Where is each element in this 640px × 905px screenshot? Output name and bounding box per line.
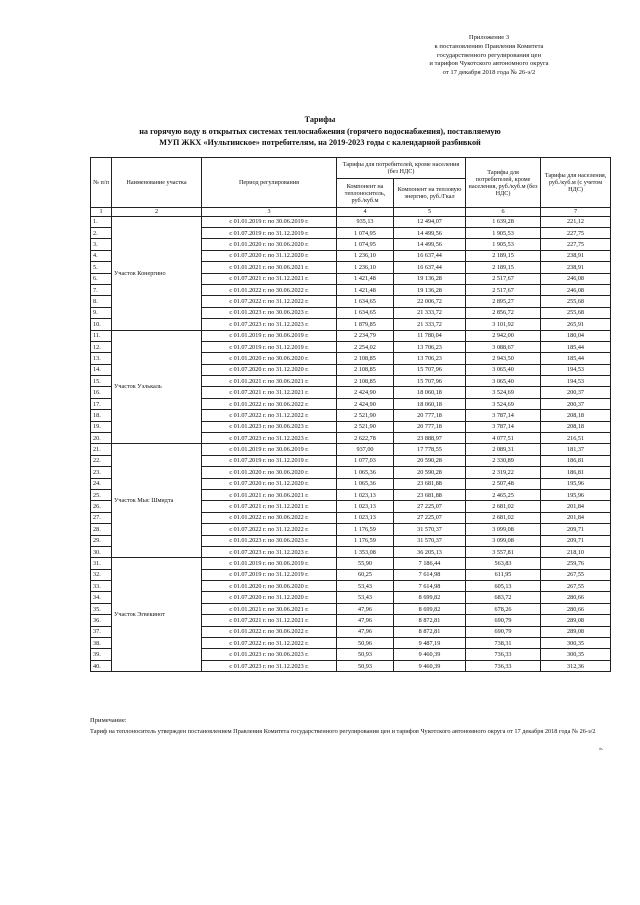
energy-component-cell: 21 333,72 bbox=[394, 307, 466, 318]
period-cell: с 01.01.2023 г. по 30.06.2023 г. bbox=[202, 649, 337, 660]
tariff-population-cell: 201,84 bbox=[541, 501, 611, 512]
period-cell: с 01.07.2019 г. по 31.12.2019 г. bbox=[202, 341, 337, 352]
period-cell: с 01.01.2023 г. по 30.06.2023 г. bbox=[202, 307, 337, 318]
tariff-nonpopulation-cell: 3 787,14 bbox=[466, 421, 541, 432]
tariff-population-cell: 185,44 bbox=[541, 353, 611, 364]
carrier-component-cell: 1 353,08 bbox=[337, 546, 394, 557]
column-number: 6 bbox=[466, 208, 541, 217]
tariff-nonpopulation-cell: 3 787,14 bbox=[466, 410, 541, 421]
tariff-nonpopulation-cell: 736,33 bbox=[466, 649, 541, 660]
appendix-line: государственного регулирования цен bbox=[437, 51, 541, 59]
row-number: 5. bbox=[91, 262, 112, 273]
row-number: 13. bbox=[91, 353, 112, 364]
tariff-population-cell: 255,68 bbox=[541, 307, 611, 318]
tariff-nonpopulation-cell: 690,79 bbox=[466, 626, 541, 637]
energy-component-cell: 16 637,44 bbox=[394, 250, 466, 261]
tariff-nonpopulation-cell: 3 065,40 bbox=[466, 364, 541, 375]
row-number: 16. bbox=[91, 387, 112, 398]
row-number: 2. bbox=[91, 227, 112, 238]
column-number-row bbox=[91, 208, 611, 217]
row-number: 28. bbox=[91, 524, 112, 535]
tariff-population-cell: 265,91 bbox=[541, 319, 611, 330]
carrier-component-cell: 2 424,90 bbox=[337, 398, 394, 409]
tariff-nonpopulation-cell: 3 065,40 bbox=[466, 376, 541, 387]
tariff-nonpopulation-cell: 2 517,67 bbox=[466, 284, 541, 295]
energy-component-cell: 17 778,55 bbox=[394, 444, 466, 455]
carrier-component-cell: 2 521,90 bbox=[337, 421, 394, 432]
column-number: 3 bbox=[202, 208, 337, 217]
energy-component-cell: 14 499,56 bbox=[394, 227, 466, 238]
carrier-component-cell: 935,13 bbox=[337, 216, 394, 227]
carrier-component-cell: 2 521,90 bbox=[337, 410, 394, 421]
energy-component-cell: 14 499,56 bbox=[394, 239, 466, 250]
period-cell: с 01.01.2021 г. по 30.06.2021 г. bbox=[202, 376, 337, 387]
row-number: 21. bbox=[91, 444, 112, 455]
carrier-component-cell: 50,96 bbox=[337, 638, 394, 649]
energy-component-cell: 20 777,18 bbox=[394, 410, 466, 421]
tariff-nonpopulation-cell: 2 089,31 bbox=[466, 444, 541, 455]
period-cell: с 01.07.2023 г. по 31.12.2023 г. bbox=[202, 546, 337, 557]
column-number: 5 bbox=[394, 208, 466, 217]
tariff-nonpopulation-cell: 3 088,67 bbox=[466, 341, 541, 352]
row-number: 37. bbox=[91, 626, 112, 637]
tariff-population-cell: 195,96 bbox=[541, 478, 611, 489]
tariff-nonpopulation-cell: 2 189,15 bbox=[466, 262, 541, 273]
header-num: № п/п bbox=[91, 158, 112, 208]
period-cell: с 01.07.2020 г. по 31.12.2020 г. bbox=[202, 250, 337, 261]
area-name: Участок Уэлькаль bbox=[112, 330, 202, 444]
tariff-nonpopulation-cell: 3 557,81 bbox=[466, 546, 541, 557]
tariff-nonpopulation-cell: 2 189,15 bbox=[466, 250, 541, 261]
row-number: 9. bbox=[91, 307, 112, 318]
carrier-component-cell: 1 065,36 bbox=[337, 478, 394, 489]
row-number: 7. bbox=[91, 284, 112, 295]
carrier-component-cell: 1 074,95 bbox=[337, 239, 394, 250]
carrier-component-cell: 2 424,90 bbox=[337, 387, 394, 398]
tariff-population-cell: 218,10 bbox=[541, 546, 611, 557]
tariff-population-cell: 312,36 bbox=[541, 660, 611, 671]
carrier-component-cell: 2 234,79 bbox=[337, 330, 394, 341]
energy-component-cell: 23 888,97 bbox=[394, 433, 466, 444]
tariff-nonpopulation-cell: 4 077,51 bbox=[466, 433, 541, 444]
tariff-population-cell: 227,75 bbox=[541, 239, 611, 250]
tariff-population-cell: 280,66 bbox=[541, 603, 611, 614]
energy-component-cell: 8 872,81 bbox=[394, 615, 466, 626]
carrier-component-cell: 2 108,85 bbox=[337, 353, 394, 364]
tariff-nonpopulation-cell: 2 330,89 bbox=[466, 455, 541, 466]
appendix-line: к постановлению Правления Комитета bbox=[434, 42, 544, 50]
tariff-nonpopulation-cell: 2 895,27 bbox=[466, 296, 541, 307]
tariff-population-cell: 216,51 bbox=[541, 433, 611, 444]
row-number: 4. bbox=[91, 250, 112, 261]
energy-component-cell: 18 060,18 bbox=[394, 398, 466, 409]
tariff-nonpopulation-cell: 3 099,08 bbox=[466, 524, 541, 535]
energy-component-cell: 7 186,44 bbox=[394, 558, 466, 569]
carrier-component-cell: 55,90 bbox=[337, 558, 394, 569]
row-number: 29. bbox=[91, 535, 112, 546]
tariff-nonpopulation-cell: 690,79 bbox=[466, 615, 541, 626]
energy-component-cell: 11 780,04 bbox=[394, 330, 466, 341]
row-number: 1. bbox=[91, 216, 112, 227]
period-cell: с 01.07.2023 г. по 31.12.2023 г. bbox=[202, 319, 337, 330]
tariff-population-cell: 209,71 bbox=[541, 524, 611, 535]
period-cell: с 01.07.2022 г. по 31.12.2022 г. bbox=[202, 524, 337, 535]
table-row bbox=[91, 330, 611, 341]
energy-component-cell: 13 706,23 bbox=[394, 341, 466, 352]
tariff-population-cell: 208,18 bbox=[541, 421, 611, 432]
tariff-population-cell: 180,04 bbox=[541, 330, 611, 341]
energy-component-cell: 7 614,98 bbox=[394, 581, 466, 592]
tariff-nonpopulation-cell: 3 524,69 bbox=[466, 387, 541, 398]
period-cell: с 01.01.2019 г. по 30.06.2019 г. bbox=[202, 216, 337, 227]
row-number: 24. bbox=[91, 478, 112, 489]
tariff-population-cell: 238,91 bbox=[541, 250, 611, 261]
row-number: 23. bbox=[91, 467, 112, 478]
appendix-line: и тарифов Чукотского автономного округа bbox=[429, 60, 549, 68]
tariff-nonpopulation-cell: 1 905,53 bbox=[466, 227, 541, 238]
row-number: 34. bbox=[91, 592, 112, 603]
tariff-population-cell: 267,55 bbox=[541, 569, 611, 580]
row-number: 6. bbox=[91, 273, 112, 284]
tariffs-table bbox=[90, 157, 611, 672]
period-cell: с 01.07.2022 г. по 31.12.2022 г. bbox=[202, 410, 337, 421]
carrier-component-cell: 1 236,10 bbox=[337, 250, 394, 261]
energy-component-cell: 19 136,28 bbox=[394, 284, 466, 295]
note-heading: Примечание: bbox=[90, 717, 127, 724]
document-title bbox=[0, 114, 640, 149]
tariff-population-cell: 209,71 bbox=[541, 535, 611, 546]
carrier-component-cell: 50,93 bbox=[337, 660, 394, 671]
energy-component-cell: 18 060,18 bbox=[394, 387, 466, 398]
tariff-population-cell: 185,44 bbox=[541, 341, 611, 352]
tariff-population-cell: 200,37 bbox=[541, 398, 611, 409]
tariff-nonpopulation-cell: 2 681,02 bbox=[466, 512, 541, 523]
title-line: МУП ЖКХ «Иультинское» потребителям, на 2019-2023 годы с календарной разбивкой bbox=[159, 138, 481, 148]
energy-component-cell: 16 637,44 bbox=[394, 262, 466, 273]
tariff-population-cell: 194,53 bbox=[541, 376, 611, 387]
note-text: Тариф на теплоноситель утвержден постановлением Правления Комитета государственного регулирования цен и тарифов Чукотского автономного округа от 17 декабря 2018 года № 26-э/2 bbox=[90, 728, 596, 735]
header-group-nonpopulation: Тарифы для потребителей, кроме населения (без НДС) bbox=[337, 158, 466, 179]
table-row bbox=[91, 558, 611, 569]
tariff-nonpopulation-cell: 2 856,72 bbox=[466, 307, 541, 318]
period-cell: с 01.01.2021 г. по 30.06.2021 г. bbox=[202, 262, 337, 273]
energy-component-cell: 23 681,88 bbox=[394, 478, 466, 489]
period-cell: с 01.01.2019 г. по 30.06.2019 г. bbox=[202, 444, 337, 455]
row-number: 36. bbox=[91, 615, 112, 626]
period-cell: с 01.07.2019 г. по 31.12.2019 г. bbox=[202, 569, 337, 580]
period-cell: с 01.07.2019 г. по 31.12.2019 г. bbox=[202, 455, 337, 466]
header-period: Период регулирования bbox=[202, 158, 337, 208]
column-number: 2 bbox=[112, 208, 202, 217]
tariff-nonpopulation-cell: 563,83 bbox=[466, 558, 541, 569]
carrier-component-cell: 1 065,36 bbox=[337, 467, 394, 478]
energy-component-cell: 31 570,37 bbox=[394, 535, 466, 546]
table-row bbox=[91, 216, 611, 227]
tariff-population-cell: 186,81 bbox=[541, 467, 611, 478]
tariff-population-cell: 221,12 bbox=[541, 216, 611, 227]
energy-component-cell: 12 494,07 bbox=[394, 216, 466, 227]
row-number: 17. bbox=[91, 398, 112, 409]
row-number: 8. bbox=[91, 296, 112, 307]
carrier-component-cell: 1 421,48 bbox=[337, 273, 394, 284]
period-cell: с 01.07.2019 г. по 31.12.2019 г. bbox=[202, 227, 337, 238]
carrier-component-cell: 53,43 bbox=[337, 581, 394, 592]
row-number: 19. bbox=[91, 421, 112, 432]
energy-component-cell: 20 590,28 bbox=[394, 455, 466, 466]
tariff-nonpopulation-cell: 678,26 bbox=[466, 603, 541, 614]
period-cell: с 01.01.2023 г. по 30.06.2023 г. bbox=[202, 421, 337, 432]
tariff-nonpopulation-cell: 2 517,67 bbox=[466, 273, 541, 284]
row-number: 3. bbox=[91, 239, 112, 250]
period-cell: с 01.07.2023 г. по 31.12.2023 г. bbox=[202, 660, 337, 671]
tariff-nonpopulation-cell: 605,13 bbox=[466, 581, 541, 592]
tariff-population-cell: 201,84 bbox=[541, 512, 611, 523]
row-number: 40. bbox=[91, 660, 112, 671]
energy-component-cell: 21 333,72 bbox=[394, 319, 466, 330]
row-number: 14. bbox=[91, 364, 112, 375]
energy-component-cell: 19 136,28 bbox=[394, 273, 466, 284]
tariff-nonpopulation-cell: 3 524,69 bbox=[466, 398, 541, 409]
tariff-nonpopulation-cell: 738,31 bbox=[466, 638, 541, 649]
area-name: Участок Мыс Шмидта bbox=[112, 444, 202, 558]
title-line: на горячую воду в открытых системах теплоснабжения (горячего водоснабжения), поставляемую bbox=[139, 126, 501, 136]
period-cell: с 01.07.2023 г. по 31.12.2023 г. bbox=[202, 433, 337, 444]
energy-component-cell: 9 460,39 bbox=[394, 649, 466, 660]
page-mark: ». bbox=[599, 746, 604, 752]
carrier-component-cell: 50,93 bbox=[337, 649, 394, 660]
carrier-component-cell: 1 421,48 bbox=[337, 284, 394, 295]
header-tariff-nonpopulation: Тарифы для потребителей, кроме населения, руб./куб.м (без НДС) bbox=[466, 158, 541, 208]
energy-component-cell: 8 699,82 bbox=[394, 592, 466, 603]
row-number: 30. bbox=[91, 546, 112, 557]
energy-component-cell: 20 777,18 bbox=[394, 421, 466, 432]
period-cell: с 01.01.2021 г. по 30.06.2021 г. bbox=[202, 489, 337, 500]
header-tariff-population: Тарифы для населения, руб./куб.м (с учетом НДС) bbox=[541, 158, 611, 208]
row-number: 15. bbox=[91, 376, 112, 387]
period-cell: с 01.07.2020 г. по 31.12.2020 г. bbox=[202, 592, 337, 603]
period-cell: с 01.01.2022 г. по 30.06.2022 г. bbox=[202, 626, 337, 637]
tariff-population-cell: 208,18 bbox=[541, 410, 611, 421]
energy-component-cell: 15 707,96 bbox=[394, 376, 466, 387]
period-cell: с 01.07.2020 г. по 31.12.2020 г. bbox=[202, 478, 337, 489]
tariff-population-cell: 259,76 bbox=[541, 558, 611, 569]
row-number: 12. bbox=[91, 341, 112, 352]
carrier-component-cell: 60,25 bbox=[337, 569, 394, 580]
period-cell: с 01.01.2022 г. по 30.06.2022 г. bbox=[202, 512, 337, 523]
area-name: Участок Конергино bbox=[112, 216, 202, 330]
column-number: 1 bbox=[91, 208, 112, 217]
row-number: 31. bbox=[91, 558, 112, 569]
period-cell: с 01.01.2022 г. по 30.06.2022 г. bbox=[202, 398, 337, 409]
carrier-component-cell: 1 023,13 bbox=[337, 512, 394, 523]
row-number: 38. bbox=[91, 638, 112, 649]
period-cell: с 01.07.2022 г. по 31.12.2022 г. bbox=[202, 638, 337, 649]
tariff-nonpopulation-cell: 1 639,28 bbox=[466, 216, 541, 227]
tariff-population-cell: 289,08 bbox=[541, 626, 611, 637]
carrier-component-cell: 1 077,03 bbox=[337, 455, 394, 466]
row-number: 25. bbox=[91, 489, 112, 500]
period-cell: с 01.01.2021 г. по 30.06.2021 г. bbox=[202, 603, 337, 614]
energy-component-cell: 23 681,88 bbox=[394, 489, 466, 500]
tariff-nonpopulation-cell: 736,33 bbox=[466, 660, 541, 671]
period-cell: с 01.01.2022 г. по 30.06.2022 г. bbox=[202, 284, 337, 295]
tariff-population-cell: 289,08 bbox=[541, 615, 611, 626]
tariff-nonpopulation-cell: 2 681,02 bbox=[466, 501, 541, 512]
period-cell: с 01.01.2020 г. по 30.06.2020 г. bbox=[202, 581, 337, 592]
header-carrier-component: Компонент на теплоноситель, руб./куб.м bbox=[337, 179, 394, 208]
carrier-component-cell: 1 176,59 bbox=[337, 535, 394, 546]
carrier-component-cell: 1 634,65 bbox=[337, 296, 394, 307]
tariff-nonpopulation-cell: 2 507,48 bbox=[466, 478, 541, 489]
energy-component-cell: 27 225,07 bbox=[394, 512, 466, 523]
area-name: Участок Эгвекинот bbox=[112, 558, 202, 672]
tariff-nonpopulation-cell: 2 942,00 bbox=[466, 330, 541, 341]
period-cell: с 01.07.2021 г. по 31.12.2021 г. bbox=[202, 387, 337, 398]
period-cell: с 01.07.2021 г. по 31.12.2021 г. bbox=[202, 501, 337, 512]
row-number: 20. bbox=[91, 433, 112, 444]
tariff-population-cell: 267,55 bbox=[541, 581, 611, 592]
period-cell: с 01.07.2021 г. по 31.12.2021 г. bbox=[202, 615, 337, 626]
row-number: 39. bbox=[91, 649, 112, 660]
appendix-reference bbox=[394, 34, 584, 78]
carrier-component-cell: 1 023,13 bbox=[337, 501, 394, 512]
carrier-component-cell: 2 108,85 bbox=[337, 376, 394, 387]
carrier-component-cell: 2 254,02 bbox=[337, 341, 394, 352]
tariff-population-cell: 300,35 bbox=[541, 649, 611, 660]
period-cell: с 01.07.2022 г. по 31.12.2022 г. bbox=[202, 296, 337, 307]
row-number: 35. bbox=[91, 603, 112, 614]
period-cell: с 01.01.2020 г. по 30.06.2020 г. bbox=[202, 239, 337, 250]
header-area: Наименование участка bbox=[112, 158, 202, 208]
energy-component-cell: 13 706,23 bbox=[394, 353, 466, 364]
period-cell: с 01.01.2023 г. по 30.06.2023 г. bbox=[202, 535, 337, 546]
carrier-component-cell: 1 879,85 bbox=[337, 319, 394, 330]
table-row bbox=[91, 444, 611, 455]
tariff-nonpopulation-cell: 1 905,53 bbox=[466, 239, 541, 250]
column-number: 7 bbox=[541, 208, 611, 217]
energy-component-cell: 31 570,37 bbox=[394, 524, 466, 535]
tariff-population-cell: 255,68 bbox=[541, 296, 611, 307]
carrier-component-cell: 1 074,95 bbox=[337, 227, 394, 238]
period-cell: с 01.01.2020 г. по 30.06.2020 г. bbox=[202, 467, 337, 478]
period-cell: с 01.01.2019 г. по 30.06.2019 г. bbox=[202, 330, 337, 341]
energy-component-cell: 15 707,96 bbox=[394, 364, 466, 375]
tariff-nonpopulation-cell: 3 099,08 bbox=[466, 535, 541, 546]
carrier-component-cell: 2 108,85 bbox=[337, 364, 394, 375]
tariff-population-cell: 280,66 bbox=[541, 592, 611, 603]
energy-component-cell: 27 225,07 bbox=[394, 501, 466, 512]
column-number: 4 bbox=[337, 208, 394, 217]
carrier-component-cell: 1 634,65 bbox=[337, 307, 394, 318]
row-number: 11. bbox=[91, 330, 112, 341]
appendix-line: от 17 декабря 2018 года № 26-э/2 bbox=[442, 69, 536, 77]
tariff-nonpopulation-cell: 611,95 bbox=[466, 569, 541, 580]
carrier-component-cell: 47,96 bbox=[337, 603, 394, 614]
energy-component-cell: 8 872,81 bbox=[394, 626, 466, 637]
period-cell: с 01.01.2020 г. по 30.06.2020 г. bbox=[202, 353, 337, 364]
row-number: 22. bbox=[91, 455, 112, 466]
carrier-component-cell: 937,00 bbox=[337, 444, 394, 455]
tariff-population-cell: 200,37 bbox=[541, 387, 611, 398]
carrier-component-cell: 1 176,59 bbox=[337, 524, 394, 535]
carrier-component-cell: 47,96 bbox=[337, 626, 394, 637]
tariff-nonpopulation-cell: 683,72 bbox=[466, 592, 541, 603]
energy-component-cell: 8 699,82 bbox=[394, 603, 466, 614]
energy-component-cell: 36 205,13 bbox=[394, 546, 466, 557]
tariff-population-cell: 246,08 bbox=[541, 284, 611, 295]
tariff-population-cell: 195,96 bbox=[541, 489, 611, 500]
period-cell: с 01.07.2020 г. по 31.12.2020 г. bbox=[202, 364, 337, 375]
carrier-component-cell: 53,43 bbox=[337, 592, 394, 603]
carrier-component-cell: 1 023,13 bbox=[337, 489, 394, 500]
tariff-population-cell: 194,53 bbox=[541, 364, 611, 375]
tariff-nonpopulation-cell: 2 465,25 bbox=[466, 489, 541, 500]
tariff-population-cell: 246,08 bbox=[541, 273, 611, 284]
period-cell: с 01.07.2021 г. по 31.12.2021 г. bbox=[202, 273, 337, 284]
energy-component-cell: 22 006,72 bbox=[394, 296, 466, 307]
tariff-population-cell: 300,35 bbox=[541, 638, 611, 649]
carrier-component-cell: 2 622,78 bbox=[337, 433, 394, 444]
tariff-nonpopulation-cell: 2 943,50 bbox=[466, 353, 541, 364]
tariff-population-cell: 181,37 bbox=[541, 444, 611, 455]
carrier-component-cell: 47,96 bbox=[337, 615, 394, 626]
period-cell: с 01.01.2019 г. по 30.06.2019 г. bbox=[202, 558, 337, 569]
row-number: 18. bbox=[91, 410, 112, 421]
tariff-population-cell: 227,75 bbox=[541, 227, 611, 238]
energy-component-cell: 20 590,28 bbox=[394, 467, 466, 478]
tariff-population-cell: 238,91 bbox=[541, 262, 611, 273]
row-number: 33. bbox=[91, 581, 112, 592]
appendix-line: Приложение 3 bbox=[468, 34, 510, 41]
energy-component-cell: 9 460,39 bbox=[394, 660, 466, 671]
tariff-nonpopulation-cell: 2 319,22 bbox=[466, 467, 541, 478]
tariff-nonpopulation-cell: 3 101,92 bbox=[466, 319, 541, 330]
tariff-population-cell: 186,81 bbox=[541, 455, 611, 466]
row-number: 26. bbox=[91, 501, 112, 512]
carrier-component-cell: 1 236,10 bbox=[337, 262, 394, 273]
row-number: 32. bbox=[91, 569, 112, 580]
energy-component-cell: 9 487,19 bbox=[394, 638, 466, 649]
header-energy-component: Компонент на тепловую энергию, руб./Гкал bbox=[394, 179, 466, 208]
row-number: 27. bbox=[91, 512, 112, 523]
energy-component-cell: 7 614,98 bbox=[394, 569, 466, 580]
title-line: Тарифы bbox=[304, 115, 336, 124]
row-number: 10. bbox=[91, 319, 112, 330]
